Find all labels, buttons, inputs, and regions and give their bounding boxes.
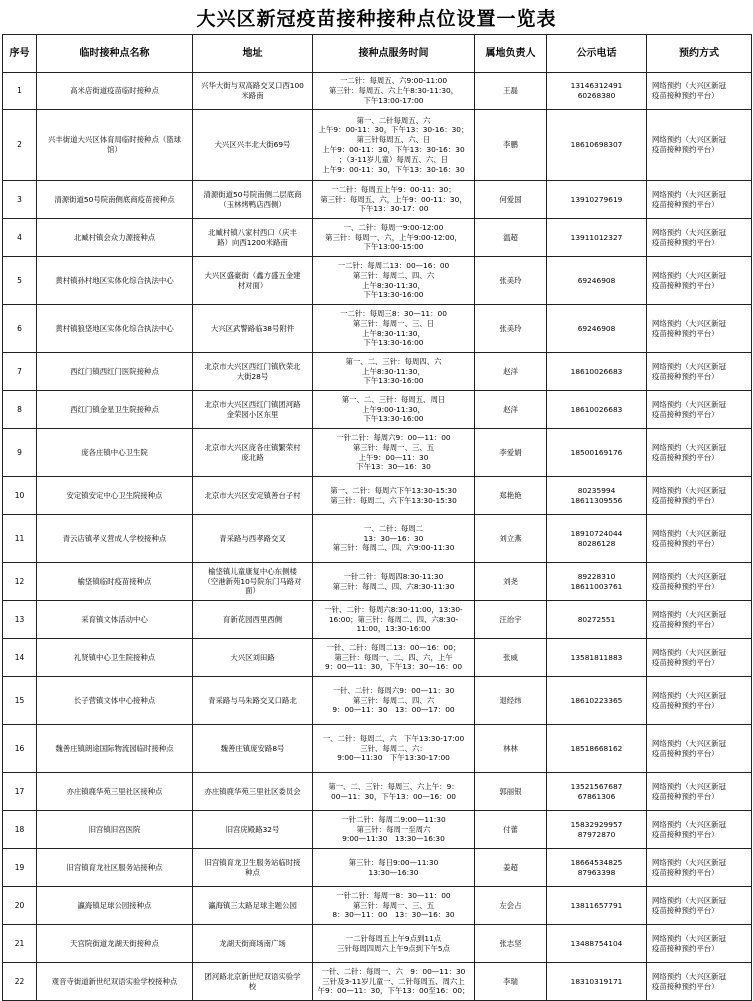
- row-number: 15: [3, 677, 37, 725]
- responsible-person: 李鹏: [475, 110, 547, 181]
- table-row: [3, 305, 752, 353]
- service-time: 一针二针：每周二9:00—11:30 第三针：每周一至周六 9:00—11:30 13:30—16:30: [313, 811, 475, 849]
- site-address: 团河路北京新世纪双语实验学 校: [193, 963, 313, 1001]
- header-address: 地址: [193, 35, 313, 73]
- site-address: 瀛海镇三太路足球主题公园: [193, 887, 313, 925]
- responsible-person: 李爱娟: [475, 429, 547, 477]
- site-name: 旧宫镇旧宫医院: [37, 811, 193, 849]
- site-name: 黄村镇孙村地区实体化综合执法中心: [37, 257, 193, 305]
- booking-method: 网络预约（大兴区新冠 疫苗接种预约平台）: [647, 639, 752, 677]
- phone-number: 13911012327: [547, 219, 647, 257]
- booking-method: 网络预约（大兴区新冠 疫苗接种预约平台）: [647, 73, 752, 110]
- table-row: [3, 677, 752, 725]
- phone-number: 18518668162: [547, 725, 647, 773]
- table-row: [3, 963, 752, 1001]
- site-address: 亦庄镇鹿华苑三里社区委员会: [193, 773, 313, 811]
- responsible-person: 郭丽银: [475, 773, 547, 811]
- site-address: 魏善庄镇庞安路8号: [193, 725, 313, 773]
- table-row: [3, 110, 752, 181]
- responsible-person: 左会占: [475, 887, 547, 925]
- service-time: 一针、二针：每周六8:30-11:00，13:30- 16:00；第三针：每周二、四、六8:30- 11:00，13:30-16:00: [313, 601, 475, 639]
- site-address: 龙湖天街商场南广场: [193, 925, 313, 963]
- table-row: [3, 181, 752, 219]
- site-name: 安定镇安定中心卫生院接种点: [37, 477, 193, 515]
- service-time: 一二针：每周三8：30—11：00 第三针：每周一、三、日 上午8:30-11:30， 下午13:30-16:00: [313, 305, 475, 353]
- phone-number: 18610698307: [547, 110, 647, 181]
- booking-method: 网络预约（大兴区新冠 疫苗接种预约平台）: [647, 515, 752, 563]
- service-time: 一二针：每周五、六9:00-11:00 第三针：每周五、六上午8:30-11:30， 下午13:00-17:00: [313, 73, 475, 110]
- phone-number: 15832929957 87972870: [547, 811, 647, 849]
- site-name: 西红门镇金星卫生院接种点: [37, 391, 193, 429]
- booking-method: 网络预约（大兴区新冠 疫苗接种预约平台）: [647, 963, 752, 1001]
- site-name: 黄村镇狼垡地区实体化综合执法中心: [37, 305, 193, 353]
- service-time: 一二针：每周五上午9：00-11：30； 第三针：每周五、六，上午9：00-11：30， 下午13：30-17：00: [313, 181, 475, 219]
- booking-method: 网络预约（大兴区新冠 疫苗接种预约平台）: [647, 677, 752, 725]
- responsible-person: 郑艳艳: [475, 477, 547, 515]
- site-address: 兴华大街与双高路交叉口西100 米路南: [193, 73, 313, 110]
- site-name: 西红门镇西红门医院接种点: [37, 353, 193, 391]
- site-name: 庞各庄镇中心卫生院: [37, 429, 193, 477]
- table-row: [3, 925, 752, 963]
- phone-number: 69246908: [547, 305, 647, 353]
- row-number: 8: [3, 391, 37, 429]
- booking-method: 网络预约（大兴区新冠 疫苗接种预约平台）: [647, 429, 752, 477]
- row-number: 16: [3, 725, 37, 773]
- table-row: [3, 887, 752, 925]
- row-number: 4: [3, 219, 37, 257]
- booking-method: 网络预约（大兴区新冠 疫苗接种预约平台）: [647, 725, 752, 773]
- booking-method: 网络预约（大兴区新冠 疫苗接种预约平台）: [647, 305, 752, 353]
- row-number: 11: [3, 515, 37, 563]
- service-time: 一、二针：每周一9:00-12:00 第三针：每周一、六，上午9:00-12:00， 下午13:00-15:00: [313, 219, 475, 257]
- site-name: 旧宫镇育龙社区服务站接种点: [37, 849, 193, 887]
- responsible-person: 付蕾: [475, 811, 547, 849]
- header-site-name: 临时接种点名称: [37, 35, 193, 73]
- service-time: 一二针每周五上午9点到11点 三针每周四周六上午9点到下午5点: [313, 925, 475, 963]
- table-row: [3, 811, 752, 849]
- phone-number: 18500169176: [547, 429, 647, 477]
- booking-method: 网络预约（大兴区新冠 疫苗接种预约平台）: [647, 353, 752, 391]
- responsible-person: 刘尧: [475, 563, 547, 601]
- site-address: 大兴区武警路临38号附件: [193, 305, 313, 353]
- table-row: [3, 725, 752, 773]
- booking-method: 网络预约（大兴区新冠 疫苗接种预约平台）: [647, 601, 752, 639]
- responsible-person: 汪治宇: [475, 601, 547, 639]
- service-time: 一针、二针：每周一、六 9：00—11：30 三针及3-11岁儿童一、二针每周五、周六上 午9：00—11：30，下午13：00至16：00；: [313, 963, 475, 1001]
- phone-number: 80272551: [547, 601, 647, 639]
- header-person: 属地负责人: [475, 35, 547, 73]
- phone-number: 13910279619: [547, 181, 647, 219]
- booking-method: 网络预约（大兴区新冠 疫苗接种预约平台）: [647, 773, 752, 811]
- site-name: 采育镇文体活动中心: [37, 601, 193, 639]
- responsible-person: 何爱国: [475, 181, 547, 219]
- table-row: [3, 639, 752, 677]
- phone-number: 18664534825 87963398: [547, 849, 647, 887]
- row-number: 20: [3, 887, 37, 925]
- site-address: 北臧村镇八家村西口（庆丰 路）向西1200米路南: [193, 219, 313, 257]
- responsible-person: 李瑞: [475, 963, 547, 1001]
- responsible-person: 退经纬: [475, 677, 547, 725]
- responsible-person: 张志坚: [475, 925, 547, 963]
- phone-number: 13581811883: [547, 639, 647, 677]
- row-number: 1: [3, 73, 37, 110]
- site-name: 天宫院街道龙湖天街接种点: [37, 925, 193, 963]
- site-name: 高米店街道疫苗临时接种点: [37, 73, 193, 110]
- site-address: 北京市大兴区西红门镇欣荣北 大街28号: [193, 353, 313, 391]
- site-address: 榆垡镇儿童康复中心东侧楼 （空港新苑10号院东门马路对 面）: [193, 563, 313, 601]
- table-row: [3, 429, 752, 477]
- service-time: 一二针：每周二13：00—16：00 第三针：每周二、四、六 上午8:30-11:30， 下午13:30-16:00: [313, 257, 475, 305]
- site-address: 育新花园西里西侧: [193, 601, 313, 639]
- site-address: 青采路与马朱路交叉口路北: [193, 677, 313, 725]
- site-address: 旧宫镇育龙卫生服务站临时接 种点: [193, 849, 313, 887]
- phone-number: 80235994 18611309556: [547, 477, 647, 515]
- site-name: 观音寺街道新世纪双语实验学校接种点: [37, 963, 193, 1001]
- site-name: 魏善庄镇朗途国际物流园临时接种点: [37, 725, 193, 773]
- phone-number: 18310319171: [547, 963, 647, 1001]
- header-no: 序号: [3, 35, 37, 73]
- site-name: 榆垡镇临时疫苗接种点: [37, 563, 193, 601]
- site-name: 清源街道50号院南侧底商疫苗接种点: [37, 181, 193, 219]
- header-service-time: 接种点服务时间: [313, 35, 475, 73]
- phone-number: 13521567687 67861306: [547, 773, 647, 811]
- responsible-person: 姜超: [475, 849, 547, 887]
- table-row: [3, 849, 752, 887]
- service-time: 一针二针：每周四8:30-11:30 第三针：每周二、四、六8:30-11:30: [313, 563, 475, 601]
- table-row: [3, 219, 752, 257]
- booking-method: 网络预约（大兴区新冠 疫苗接种预约平台）: [647, 925, 752, 963]
- row-number: 21: [3, 925, 37, 963]
- site-name: 亦庄镇鹿华苑三里社区接种点: [37, 773, 193, 811]
- booking-method: 网络预约（大兴区新冠 疫苗接种预约平台）: [647, 391, 752, 429]
- site-address: 大兴区刘田路: [193, 639, 313, 677]
- responsible-person: 张威: [475, 639, 547, 677]
- site-address: 清源街道50号院南侧二层底商 （玉林烤鸭店西侧）: [193, 181, 313, 219]
- table-header-row: [3, 35, 752, 73]
- table-row: [3, 601, 752, 639]
- site-name: 礼贤镇中心卫生院接种点: [37, 639, 193, 677]
- service-time: 一针、二针：每周二13：00—16：00； 第三针：每周一、二、四、六，上午 9：00—11：30，下午13：30—16：00: [313, 639, 475, 677]
- table-row: [3, 563, 752, 601]
- phone-number: 69246908: [547, 257, 647, 305]
- service-time: 一针二针：每周一8：30—11：00 第三针：每周一、三、五 8：30—11：00 13：30—16：30: [313, 887, 475, 925]
- responsible-person: 赵洋: [475, 391, 547, 429]
- phone-number: 89228310 18611003761: [547, 563, 647, 601]
- row-number: 3: [3, 181, 37, 219]
- table-row: [3, 477, 752, 515]
- site-address: 青采路与西孝路交叉: [193, 515, 313, 563]
- phone-number: 13488754104: [547, 925, 647, 963]
- service-time: 第三针：每日9:00—11:30 13:30—16:30: [313, 849, 475, 887]
- row-number: 10: [3, 477, 37, 515]
- phone-number: 13146312491 60268380: [547, 73, 647, 110]
- phone-number: 18910724044 80286128: [547, 515, 647, 563]
- site-address: 大兴区盛豪街（鑫方盛五金建 材对面）: [193, 257, 313, 305]
- service-time: 第一、二、三针：每周四、六 上午8:30-11:30， 下午13:30-16:00: [313, 353, 475, 391]
- table-row: [3, 515, 752, 563]
- responsible-person: 张美玲: [475, 257, 547, 305]
- table-row: [3, 73, 752, 110]
- service-time: 一、二针：每周二、六 下午13:30-17:00 三针、每周二、六： 9:00—11:30 下午13:30-17:00: [313, 725, 475, 773]
- booking-method: 网络预约（大兴区新冠 疫苗接种预约平台）: [647, 849, 752, 887]
- responsible-person: 温超: [475, 219, 547, 257]
- site-address: 旧宫庑殿路32号: [193, 811, 313, 849]
- site-name: 瀛海镇足球公园接种点: [37, 887, 193, 925]
- booking-method: 网络预约（大兴区新冠 疫苗接种预约平台）: [647, 181, 752, 219]
- booking-method: 网络预约（大兴区新冠 疫苗接种预约平台）: [647, 811, 752, 849]
- service-time: 一针、二针：每周六9：00—11：30 第三针：每周二、四、六 9：00—11：30 13：00—17：00: [313, 677, 475, 725]
- site-address: 北京市大兴区庞各庄镇繁荣村 庞北路: [193, 429, 313, 477]
- phone-number: 18610223365: [547, 677, 647, 725]
- header-booking: 预约方式: [647, 35, 752, 73]
- site-name: 长子营镇文体中心接种点: [37, 677, 193, 725]
- site-name: 北臧村镇会众力源接种点: [37, 219, 193, 257]
- site-address: 大兴区兴丰北大街69号: [193, 110, 313, 181]
- phone-number: 13811657791: [547, 887, 647, 925]
- table-row: [3, 257, 752, 305]
- booking-method: 网络预约（大兴区新冠 疫苗接种预约平台）: [647, 110, 752, 181]
- booking-method: 网络预约（大兴区新冠 疫苗接种预约平台）: [647, 563, 752, 601]
- vaccination-sites-table: [2, 34, 752, 1001]
- service-time: 第一、二针：每周六下午13:30-15:30 第三针：每周二、六下午13:30-15:30: [313, 477, 475, 515]
- table-row: [3, 391, 752, 429]
- booking-method: 网络预约（大兴区新冠 疫苗接种预约平台）: [647, 257, 752, 305]
- row-number: 2: [3, 110, 37, 181]
- service-time: 一针二针：每周六9：00—11：00 第三针：每周一、三、五 上午9：00—11：30 下午13：30—16：30: [313, 429, 475, 477]
- header-phone: 公示电话: [547, 35, 647, 73]
- booking-method: 网络预约（大兴区新冠 疫苗接种预约平台）: [647, 887, 752, 925]
- service-time: 第一、二、三针：每周五、周日 上午9:00-11:30， 下午13:30-16:00: [313, 391, 475, 429]
- responsible-person: 林林: [475, 725, 547, 773]
- site-address: 北京市大兴区西红门镇团河路 金荣园小区东里: [193, 391, 313, 429]
- row-number: 7: [3, 353, 37, 391]
- table-row: [3, 353, 752, 391]
- row-number: 6: [3, 305, 37, 353]
- responsible-person: 张美玲: [475, 305, 547, 353]
- site-name: 青云店镇孝义营成人学校接种点: [37, 515, 193, 563]
- row-number: 18: [3, 811, 37, 849]
- service-time: 第一、二针每周五、六 上午9：00-11：30，下午13：30-16：30； 第三针每周五、六、日 上午9：00-11：30，下午13：30-16：30 ；（3-11岁儿童）每周五、六、日 上午9：00-11：30，下午13：30-16：30: [313, 110, 475, 181]
- row-number: 19: [3, 849, 37, 887]
- table-row: [3, 773, 752, 811]
- booking-method: 网络预约（大兴区新冠 疫苗接种预约平台）: [647, 219, 752, 257]
- row-number: 22: [3, 963, 37, 1001]
- phone-number: 18610026683: [547, 353, 647, 391]
- responsible-person: 刘立燕: [475, 515, 547, 563]
- row-number: 12: [3, 563, 37, 601]
- booking-method: 网络预约（大兴区新冠 疫苗接种预约平台）: [647, 477, 752, 515]
- service-time: 第一、二、三针：每周三、六上午：9： 00—11：30，下午13：00—16：00: [313, 773, 475, 811]
- row-number: 5: [3, 257, 37, 305]
- row-number: 13: [3, 601, 37, 639]
- phone-number: 18610026683: [547, 391, 647, 429]
- responsible-person: 赵洋: [475, 353, 547, 391]
- table-body: [3, 73, 752, 1001]
- responsible-person: 王磊: [475, 73, 547, 110]
- page-title: 大兴区新冠疫苗接种接种点位设置一览表: [196, 8, 557, 30]
- row-number: 9: [3, 429, 37, 477]
- site-address: 北京市大兴区安定镇善台子村: [193, 477, 313, 515]
- row-number: 17: [3, 773, 37, 811]
- row-number: 14: [3, 639, 37, 677]
- site-name: 兴丰街道大兴区体育局临时接种点（篮球 馆）: [37, 110, 193, 181]
- service-time: 一、二针：每周二 13：30—16：30 第三针：每周二、四、六9:00-11:30: [313, 515, 475, 563]
